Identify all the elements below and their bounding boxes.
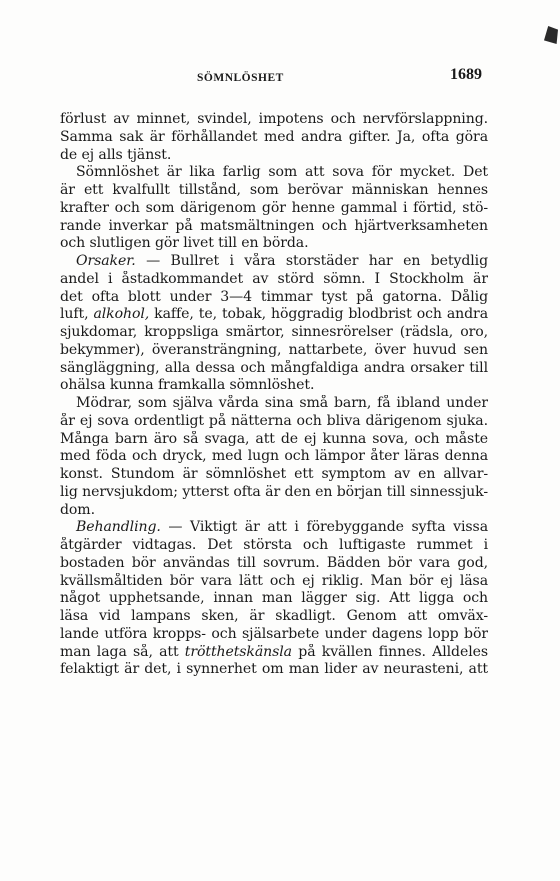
text-line: ohälsa kunna framkalla sömnlöshet. xyxy=(60,377,315,394)
text-line: Sömnlöshet är lika farlig som att sova för mycket. Det xyxy=(76,164,488,181)
text-line: krafter och som därigenom gör henne gammal i förtid, stö- xyxy=(60,199,488,216)
text-line: något upphetsande, innan man lägger sig. Att ligga och xyxy=(60,590,488,607)
text-line: läsa vid lampans sken, är skadligt. Genom att omväx- xyxy=(60,608,488,624)
text-line: man laga så, att trötthetskänsla på kvällen finnes. Alldeles xyxy=(60,643,488,660)
text-line: det ofta blott under 3—4 timmar tyst på gatorna. Dålig xyxy=(60,288,488,305)
running-head: SÖMNLÖSHET xyxy=(197,72,284,84)
page-header xyxy=(60,66,490,90)
text-line: andel i åstadkommandet av störd sömn. I Stockholm är xyxy=(60,270,488,287)
text-line: rande inverkar på matsmältningen och hjärtverksamheten xyxy=(60,217,488,234)
text-line: bostaden bör användas till sovrum. Bädden bör vara god, xyxy=(60,554,488,571)
text-line: är ett kvalfullt tillstånd, som berövar människan hennes xyxy=(60,182,488,198)
page-number: 1689 xyxy=(450,66,482,83)
text-line: de ej alls tjänst. xyxy=(60,146,172,163)
text-line: åtgärder vidtagas. Det största och luftigaste rummet i xyxy=(60,537,488,553)
text-line: lig nervsjukdom; ytterst ofta är den en början till sinnessjuk- xyxy=(60,483,488,500)
text-line: felaktigt är det, i synnerhet om man lider av neurasteni, att xyxy=(60,661,488,678)
text-line: konst. Stundom är sömnlöshet ett symptom av en allvar- xyxy=(60,466,488,482)
text-line: förlust av minnet, svindel, impotens och nervförslappning. xyxy=(60,111,488,127)
body-text xyxy=(60,111,488,679)
text-line: år ej sova ordentligt på nätterna och bliva därigenom sjuka. xyxy=(60,412,488,429)
text-line: kvällsmåltiden bör vara lätt och ej riklig. Man bör ej läsa xyxy=(60,572,488,589)
text-line: Orsaker. — Bullret i våra storstäder har en betydlig xyxy=(76,253,488,269)
text-line: dom. xyxy=(60,501,95,518)
text-line: luft, alkohol, kaffe, te, tobak, höggradig blodbrist och andra xyxy=(60,306,488,323)
text-line: bekymmer), överansträngning, nattarbete, över huvud sen xyxy=(60,341,488,358)
text-line: lande utföra kropps- och själsarbete under dagens lopp bör xyxy=(60,625,488,642)
text-line: Behandling. — Viktigt är att i förebyggande syfta vissa xyxy=(76,519,488,536)
text-line: Många barn äro så svaga, att de ej kunna sova, och måste xyxy=(60,430,488,447)
text-line: Samma sak är förhållandet med andra gifter. Ja, ofta göra xyxy=(60,128,488,145)
scan-corner-mark xyxy=(544,26,558,44)
text-line: sängläggning, alla dessa och mångfaldiga andra orsaker till xyxy=(60,359,488,376)
text-line: med föda och dryck, med lugn och lämpor åter läras denna xyxy=(60,448,488,465)
text-line: och slutligen gör livet till en börda. xyxy=(60,235,309,252)
text-line: sjukdomar, kroppsliga smärtor, sinnesrörelser (rädsla, oro, xyxy=(60,324,488,340)
text-line: Mödrar, som själva vårda sina små barn, få ibland under xyxy=(76,395,488,411)
